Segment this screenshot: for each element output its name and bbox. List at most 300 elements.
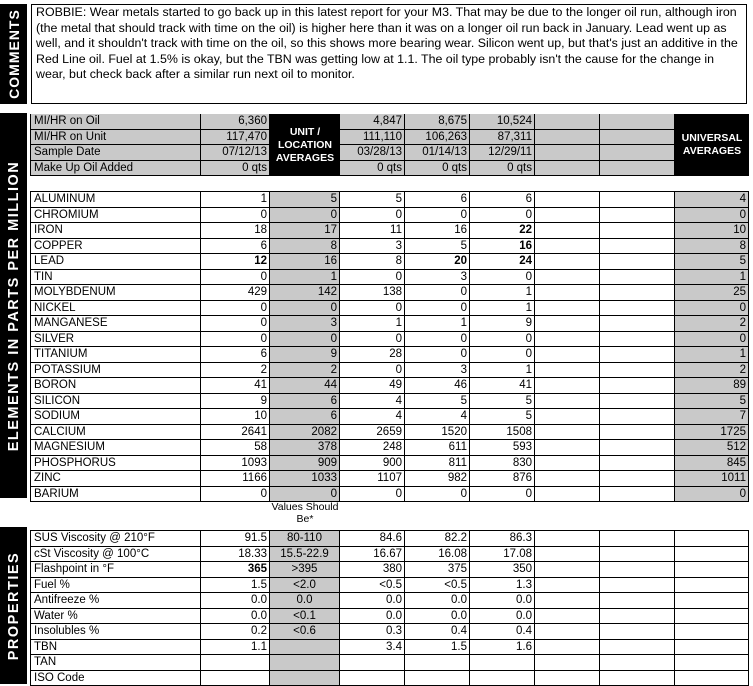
universal-average-ppm: 1 <box>675 270 749 286</box>
history-property-2: <0.5 <box>405 578 470 594</box>
property-name: Flashpoint in °F <box>30 562 201 578</box>
element-name: MOLYBDENUM <box>30 285 201 301</box>
history-ppm-5 <box>600 425 675 441</box>
property-row <box>30 624 749 640</box>
current-ppm: 0 <box>201 301 270 317</box>
history-ppm-2: 0 <box>405 285 470 301</box>
history-ppm-1: 8 <box>340 254 405 270</box>
unit-location-averages-header: UNIT / LOCATION AVERAGES <box>270 114 340 176</box>
unit-average-ppm: 6 <box>270 394 340 410</box>
history-value-1: 03/28/13 <box>340 145 405 161</box>
property-name: SUS Viscosity @ 210°F <box>30 531 201 547</box>
universal-average-ppm: 5 <box>675 254 749 270</box>
history-ppm-5 <box>600 456 675 472</box>
property-should-be: <0.6 <box>270 624 340 640</box>
property-name: Insolubles % <box>30 624 201 640</box>
current-ppm: 1166 <box>201 471 270 487</box>
element-row <box>30 409 749 425</box>
history-ppm-2: 1 <box>405 316 470 332</box>
history-ppm-2: 3 <box>405 363 470 379</box>
history-ppm-4 <box>535 440 600 456</box>
history-property-2: 16.08 <box>405 547 470 563</box>
property-name: TAN <box>30 655 201 671</box>
history-property-1: 0.3 <box>340 624 405 640</box>
row-label: Sample Date <box>30 145 201 161</box>
universal-average-ppm: 5 <box>675 394 749 410</box>
current-ppm: 41 <box>201 378 270 394</box>
element-name: TIN <box>30 270 201 286</box>
universal-average-ppm: 1725 <box>675 425 749 441</box>
element-row <box>30 192 749 208</box>
element-name: ZINC <box>30 471 201 487</box>
history-ppm-5 <box>600 285 675 301</box>
current-ppm: 6 <box>201 347 270 363</box>
universal-property <box>675 655 749 671</box>
element-row <box>30 316 749 332</box>
universal-average-ppm: 2 <box>675 316 749 332</box>
history-property-1: 380 <box>340 562 405 578</box>
current-property-value: 0.0 <box>201 593 270 609</box>
element-row <box>30 254 749 270</box>
history-value-4 <box>535 114 600 130</box>
universal-average-ppm: 0 <box>675 487 749 503</box>
property-name: Antifreeze % <box>30 593 201 609</box>
element-name: CHROMIUM <box>30 208 201 224</box>
history-ppm-3: 0 <box>470 208 535 224</box>
history-ppm-2: 3 <box>405 270 470 286</box>
history-ppm-4 <box>535 270 600 286</box>
history-ppm-1: 0 <box>340 301 405 317</box>
history-property-5 <box>600 671 675 686</box>
history-property-4 <box>535 671 600 686</box>
history-property-2 <box>405 671 470 686</box>
element-name: ALUMINUM <box>30 192 201 208</box>
history-property-4 <box>535 655 600 671</box>
history-property-3: 0.0 <box>470 609 535 625</box>
universal-average-ppm: 512 <box>675 440 749 456</box>
unit-average-ppm: 1 <box>270 270 340 286</box>
history-value-2: 106,263 <box>405 130 470 146</box>
property-name: ISO Code <box>30 671 201 686</box>
history-value-5 <box>600 161 675 177</box>
history-ppm-1: 0 <box>340 332 405 348</box>
history-property-2: 375 <box>405 562 470 578</box>
element-name: POTASSIUM <box>30 363 201 379</box>
unit-average-ppm: 44 <box>270 378 340 394</box>
history-ppm-4 <box>535 301 600 317</box>
history-ppm-2: 1520 <box>405 425 470 441</box>
element-row <box>30 487 749 503</box>
history-ppm-4 <box>535 223 600 239</box>
history-ppm-3: 0 <box>470 487 535 503</box>
history-property-4 <box>535 624 600 640</box>
universal-average-ppm: 7 <box>675 409 749 425</box>
current-property-value <box>201 671 270 686</box>
comments-side-label: COMMENTS <box>0 4 27 104</box>
history-ppm-3: 24 <box>470 254 535 270</box>
history-ppm-2: 5 <box>405 394 470 410</box>
history-ppm-4 <box>535 363 600 379</box>
property-row <box>30 655 749 671</box>
property-row <box>30 547 749 563</box>
history-ppm-2: 16 <box>405 223 470 239</box>
row-label: MI/HR on Unit <box>30 130 201 146</box>
history-ppm-1: 11 <box>340 223 405 239</box>
history-property-5 <box>600 655 675 671</box>
universal-average-ppm: 1011 <box>675 471 749 487</box>
history-value-4 <box>535 130 600 146</box>
history-ppm-2: 0 <box>405 487 470 503</box>
history-value-4 <box>535 161 600 177</box>
property-should-be: 15.5-22.9 <box>270 547 340 563</box>
unit-average-ppm: 2082 <box>270 425 340 441</box>
unit-average-ppm: 909 <box>270 456 340 472</box>
property-should-be <box>270 655 340 671</box>
element-name: BARIUM <box>30 487 201 503</box>
history-property-3: 0.0 <box>470 593 535 609</box>
values-should-be-note: Values Should Be* <box>271 501 339 525</box>
history-ppm-1: 3 <box>340 239 405 255</box>
history-ppm-5 <box>600 270 675 286</box>
universal-average-ppm: 89 <box>675 378 749 394</box>
element-row <box>30 285 749 301</box>
history-ppm-2: 0 <box>405 332 470 348</box>
history-property-3 <box>470 671 535 686</box>
history-ppm-2: 611 <box>405 440 470 456</box>
element-row <box>30 270 749 286</box>
properties-table <box>30 530 749 684</box>
current-sample-value: 0 qts <box>201 161 270 177</box>
history-ppm-1: 0 <box>340 487 405 503</box>
current-property-value: 1.1 <box>201 640 270 656</box>
history-value-2: 0 qts <box>405 161 470 177</box>
current-ppm: 0 <box>201 487 270 503</box>
unit-average-ppm: 16 <box>270 254 340 270</box>
history-ppm-3: 22 <box>470 223 535 239</box>
history-ppm-5 <box>600 363 675 379</box>
universal-average-ppm: 1 <box>675 347 749 363</box>
unit-average-ppm: 378 <box>270 440 340 456</box>
property-should-be <box>270 671 340 686</box>
history-ppm-4 <box>535 332 600 348</box>
current-property-value <box>201 655 270 671</box>
history-ppm-5 <box>600 301 675 317</box>
property-row <box>30 531 749 547</box>
history-ppm-1: 2659 <box>340 425 405 441</box>
history-ppm-5 <box>600 223 675 239</box>
universal-average-ppm: 0 <box>675 208 749 224</box>
history-property-1: 0.0 <box>340 593 405 609</box>
history-ppm-4 <box>535 285 600 301</box>
history-ppm-3: 41 <box>470 378 535 394</box>
history-ppm-2: 0 <box>405 347 470 363</box>
unit-average-ppm: 0 <box>270 301 340 317</box>
universal-property <box>675 640 749 656</box>
history-ppm-4 <box>535 239 600 255</box>
history-ppm-2: 6 <box>405 192 470 208</box>
history-ppm-5 <box>600 378 675 394</box>
history-ppm-1: 4 <box>340 394 405 410</box>
history-ppm-3: 0 <box>470 347 535 363</box>
history-property-2 <box>405 655 470 671</box>
current-sample-value: 07/12/13 <box>201 145 270 161</box>
current-sample-value: 6,360 <box>201 114 270 130</box>
history-ppm-1: 1107 <box>340 471 405 487</box>
history-ppm-3: 1 <box>470 363 535 379</box>
row-label: MI/HR on Oil <box>30 114 201 130</box>
history-property-3: 86.3 <box>470 531 535 547</box>
current-ppm: 0 <box>201 208 270 224</box>
history-property-4 <box>535 578 600 594</box>
history-property-5 <box>600 640 675 656</box>
history-ppm-3: 0 <box>470 332 535 348</box>
element-row <box>30 363 749 379</box>
element-name: LEAD <box>30 254 201 270</box>
element-name: NICKEL <box>30 301 201 317</box>
history-ppm-2: 5 <box>405 239 470 255</box>
history-property-5 <box>600 547 675 563</box>
current-property-value: 1.5 <box>201 578 270 594</box>
unit-average-ppm: 2 <box>270 363 340 379</box>
property-row <box>30 593 749 609</box>
properties-side-label: PROPERTIES <box>0 527 27 684</box>
history-property-4 <box>535 609 600 625</box>
history-ppm-1: 0 <box>340 208 405 224</box>
history-ppm-4 <box>535 192 600 208</box>
element-row <box>30 239 749 255</box>
universal-property <box>675 562 749 578</box>
current-property-value: 365 <box>201 562 270 578</box>
history-ppm-1: 248 <box>340 440 405 456</box>
history-ppm-3: 0 <box>470 270 535 286</box>
history-ppm-3: 593 <box>470 440 535 456</box>
history-ppm-3: 1 <box>470 285 535 301</box>
history-ppm-4 <box>535 471 600 487</box>
history-value-5 <box>600 114 675 130</box>
elements-side-label: ELEMENTS IN PARTS PER MILLION <box>0 113 27 498</box>
unit-average-ppm: 9 <box>270 347 340 363</box>
unit-average-ppm: 5 <box>270 192 340 208</box>
history-ppm-3: 1508 <box>470 425 535 441</box>
current-property-value: 91.5 <box>201 531 270 547</box>
property-row <box>30 640 749 656</box>
history-ppm-4 <box>535 254 600 270</box>
history-ppm-5 <box>600 332 675 348</box>
history-value-2: 01/14/13 <box>405 145 470 161</box>
universal-average-ppm: 0 <box>675 301 749 317</box>
history-ppm-1: 28 <box>340 347 405 363</box>
history-value-1: 4,847 <box>340 114 405 130</box>
history-property-3: 350 <box>470 562 535 578</box>
property-row <box>30 671 749 686</box>
history-ppm-3: 5 <box>470 394 535 410</box>
history-ppm-5 <box>600 316 675 332</box>
current-ppm: 0 <box>201 316 270 332</box>
history-ppm-5 <box>600 239 675 255</box>
history-value-1: 111,110 <box>340 130 405 146</box>
unit-average-ppm: 0 <box>270 208 340 224</box>
sample-info-row <box>30 161 749 177</box>
property-should-be: 0.0 <box>270 593 340 609</box>
history-ppm-3: 1 <box>470 301 535 317</box>
history-ppm-5 <box>600 409 675 425</box>
history-ppm-2: 982 <box>405 471 470 487</box>
history-property-5 <box>600 531 675 547</box>
history-ppm-2: 0 <box>405 301 470 317</box>
history-value-1: 0 qts <box>340 161 405 177</box>
history-ppm-3: 876 <box>470 471 535 487</box>
universal-property <box>675 624 749 640</box>
current-property-value: 0.2 <box>201 624 270 640</box>
history-ppm-4 <box>535 378 600 394</box>
history-ppm-5 <box>600 440 675 456</box>
history-property-4 <box>535 547 600 563</box>
unit-average-ppm: 8 <box>270 239 340 255</box>
history-value-3: 12/29/11 <box>470 145 535 161</box>
history-value-3: 0 qts <box>470 161 535 177</box>
history-ppm-3: 9 <box>470 316 535 332</box>
current-ppm: 12 <box>201 254 270 270</box>
history-ppm-5 <box>600 208 675 224</box>
element-row <box>30 440 749 456</box>
comments-text: ROBBIE: Wear metals started to go back up in this latest report for your M3. That may be due to the longer oil run, although iron (the metal that should track with time on the oil) is higher here than it was on a longer oil run back in January. Lead went up as well, and it shouldn't track with time on the oil, so this shows more bearing wear. Silicon went up, but that's just an additive in the Red Line oil. Fuel at 1.5% is okay, but the TBN was getting low at 1.1. The oil type probably isn't the cause for the change in wear, but check back after a similar run next oil to monitor. <box>36 5 738 82</box>
unit-average-ppm: 142 <box>270 285 340 301</box>
history-value-3: 10,524 <box>470 114 535 130</box>
history-property-3: 17.08 <box>470 547 535 563</box>
history-property-2: 0.4 <box>405 624 470 640</box>
history-property-5 <box>600 624 675 640</box>
history-ppm-4 <box>535 316 600 332</box>
current-property-value: 18.33 <box>201 547 270 563</box>
universal-property <box>675 609 749 625</box>
history-value-5 <box>600 130 675 146</box>
element-row <box>30 394 749 410</box>
element-name: BORON <box>30 378 201 394</box>
property-row <box>30 578 749 594</box>
history-ppm-1: 5 <box>340 192 405 208</box>
history-ppm-4 <box>535 487 600 503</box>
history-property-1 <box>340 671 405 686</box>
history-property-1: 3.4 <box>340 640 405 656</box>
history-value-2: 8,675 <box>405 114 470 130</box>
element-name: PHOSPHORUS <box>30 456 201 472</box>
history-ppm-1: 4 <box>340 409 405 425</box>
history-property-5 <box>600 593 675 609</box>
history-ppm-3: 6 <box>470 192 535 208</box>
unit-average-ppm: 0 <box>270 332 340 348</box>
unit-average-ppm: 6 <box>270 409 340 425</box>
property-name: Water % <box>30 609 201 625</box>
sample-info-row <box>30 130 749 146</box>
history-ppm-3: 5 <box>470 409 535 425</box>
universal-average-ppm: 0 <box>675 332 749 348</box>
current-ppm: 58 <box>201 440 270 456</box>
element-row <box>30 332 749 348</box>
property-should-be: >395 <box>270 562 340 578</box>
history-ppm-5 <box>600 394 675 410</box>
history-ppm-2: 4 <box>405 409 470 425</box>
element-name: TITANIUM <box>30 347 201 363</box>
history-ppm-2: 811 <box>405 456 470 472</box>
element-row <box>30 425 749 441</box>
unit-average-ppm: 17 <box>270 223 340 239</box>
history-property-1: 84.6 <box>340 531 405 547</box>
universal-average-ppm: 2 <box>675 363 749 379</box>
property-should-be <box>270 640 340 656</box>
universal-average-ppm: 25 <box>675 285 749 301</box>
history-ppm-1: 49 <box>340 378 405 394</box>
history-property-3 <box>470 655 535 671</box>
universal-property <box>675 531 749 547</box>
history-ppm-1: 1 <box>340 316 405 332</box>
element-row <box>30 208 749 224</box>
element-name: SILVER <box>30 332 201 348</box>
history-ppm-5 <box>600 487 675 503</box>
element-name: SILICON <box>30 394 201 410</box>
property-should-be: <0.1 <box>270 609 340 625</box>
history-property-2: 0.0 <box>405 609 470 625</box>
history-ppm-4 <box>535 208 600 224</box>
history-ppm-5 <box>600 347 675 363</box>
universal-averages-header: UNIVERSAL AVERAGES <box>675 114 749 176</box>
history-ppm-5 <box>600 192 675 208</box>
history-property-2: 82.2 <box>405 531 470 547</box>
history-ppm-1: 0 <box>340 270 405 286</box>
unit-average-ppm: 1033 <box>270 471 340 487</box>
history-property-1: 0.0 <box>340 609 405 625</box>
universal-average-ppm: 8 <box>675 239 749 255</box>
elements-table <box>30 191 749 500</box>
row-label: Make Up Oil Added <box>30 161 201 177</box>
history-ppm-4 <box>535 394 600 410</box>
history-property-3: 0.4 <box>470 624 535 640</box>
element-name: COPPER <box>30 239 201 255</box>
current-ppm: 0 <box>201 332 270 348</box>
element-row <box>30 378 749 394</box>
history-ppm-1: 900 <box>340 456 405 472</box>
history-property-5 <box>600 562 675 578</box>
unit-average-ppm: 0 <box>270 487 340 503</box>
history-ppm-5 <box>600 471 675 487</box>
property-should-be: <2.0 <box>270 578 340 594</box>
history-property-3: 1.3 <box>470 578 535 594</box>
history-value-4 <box>535 145 600 161</box>
element-name: MAGNESIUM <box>30 440 201 456</box>
element-name: IRON <box>30 223 201 239</box>
history-property-2: 0.0 <box>405 593 470 609</box>
universal-property <box>675 578 749 594</box>
history-ppm-4 <box>535 409 600 425</box>
element-row <box>30 301 749 317</box>
element-name: MANGANESE <box>30 316 201 332</box>
element-row <box>30 471 749 487</box>
current-ppm: 1 <box>201 192 270 208</box>
current-ppm: 0 <box>201 270 270 286</box>
history-property-4 <box>535 531 600 547</box>
history-ppm-2: 0 <box>405 208 470 224</box>
element-row <box>30 456 749 472</box>
current-ppm: 18 <box>201 223 270 239</box>
history-ppm-4 <box>535 425 600 441</box>
current-ppm: 10 <box>201 409 270 425</box>
history-property-1: 16.67 <box>340 547 405 563</box>
comments-box <box>31 4 747 104</box>
history-ppm-5 <box>600 254 675 270</box>
sample-info-row <box>30 145 749 161</box>
history-property-4 <box>535 562 600 578</box>
current-ppm: 2641 <box>201 425 270 441</box>
history-value-5 <box>600 145 675 161</box>
